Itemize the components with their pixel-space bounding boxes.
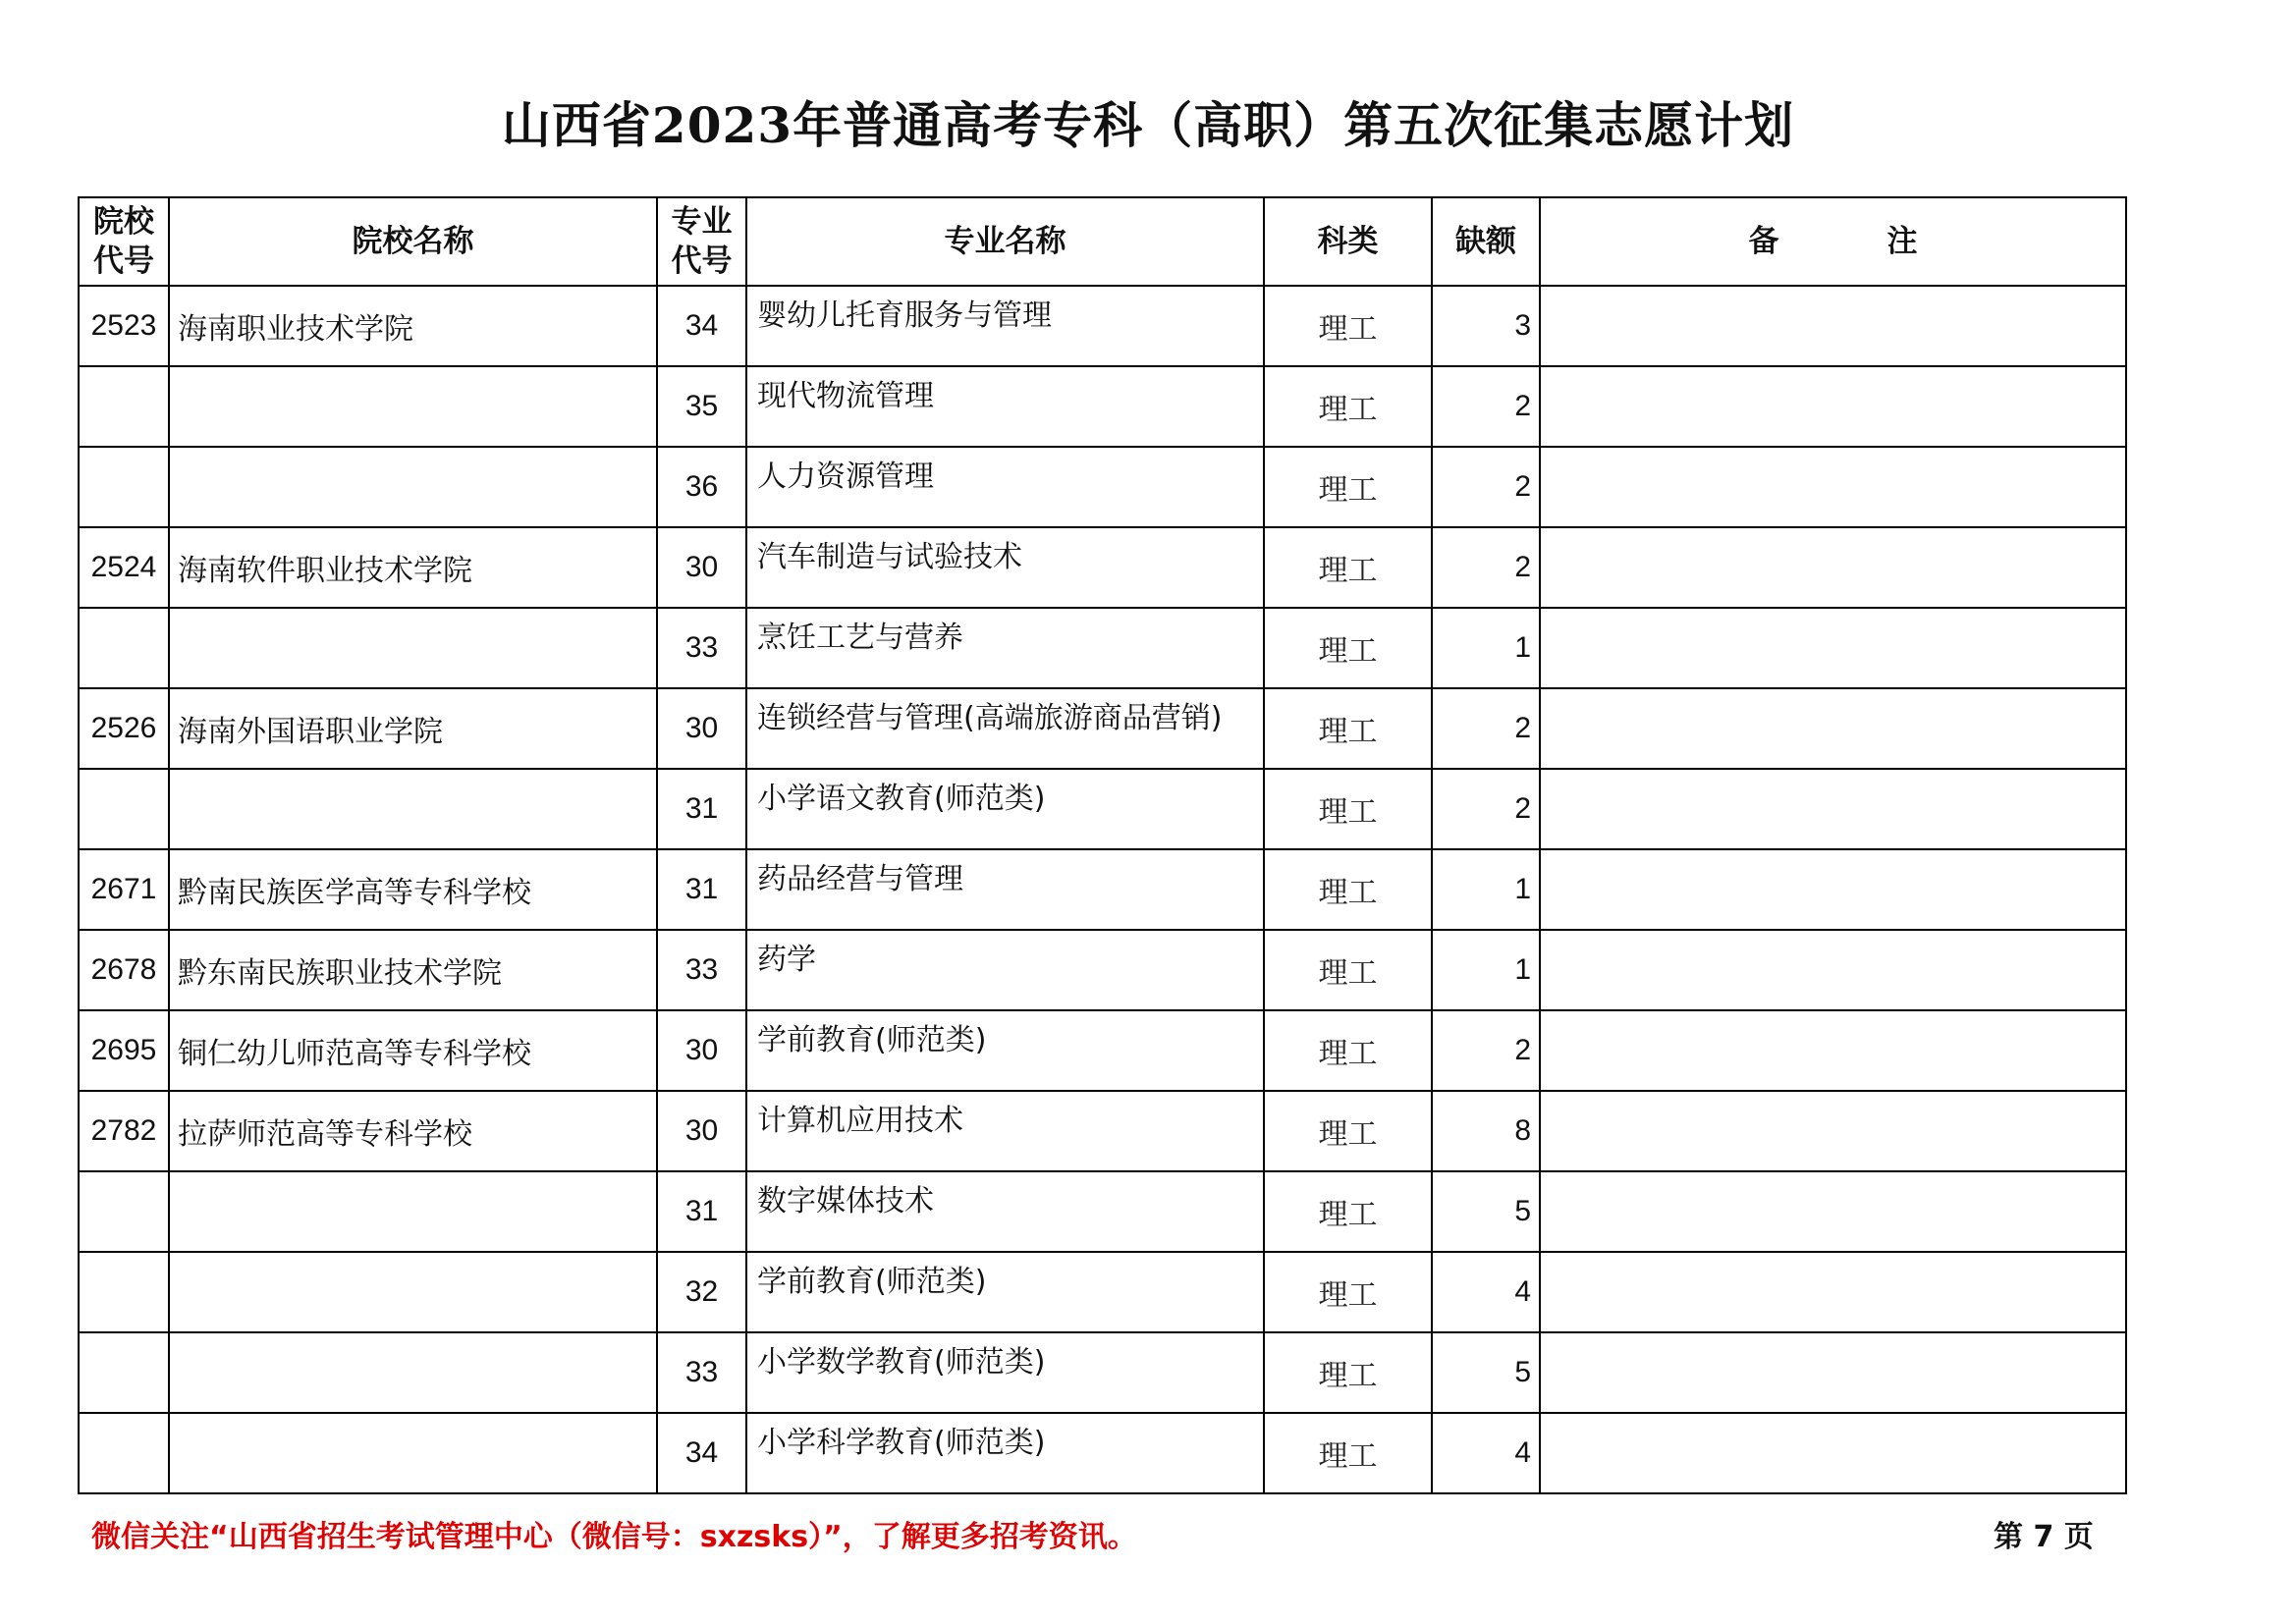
school-code-cell: 2524 bbox=[79, 527, 169, 608]
major-code-cell: 34 bbox=[657, 286, 746, 366]
remark-cell bbox=[1540, 527, 2126, 608]
school-code-cell: 2678 bbox=[79, 930, 169, 1010]
major-name-cell: 小学语文教育(师范类) bbox=[746, 769, 1264, 849]
remark-cell bbox=[1540, 1010, 2126, 1091]
table-row bbox=[79, 688, 2126, 769]
major-name-cell: 小学数学教育(师范类) bbox=[746, 1332, 1264, 1413]
category-cell: 理工 bbox=[1264, 849, 1432, 930]
school-code-cell bbox=[79, 608, 169, 688]
table-row bbox=[79, 608, 2126, 688]
table-row bbox=[79, 849, 2126, 930]
major-code-cell: 34 bbox=[657, 1413, 746, 1493]
header-school-code-line2: 代号 bbox=[93, 243, 154, 279]
school-code-cell bbox=[79, 1332, 169, 1413]
quota-cell: 4 bbox=[1432, 1252, 1540, 1332]
school-code-cell: 2782 bbox=[79, 1091, 169, 1171]
header-school-code-line1: 院校 bbox=[93, 204, 154, 240]
table-row bbox=[79, 930, 2126, 1010]
major-code-cell: 30 bbox=[657, 688, 746, 769]
school-name-cell bbox=[169, 769, 657, 849]
category-cell: 理工 bbox=[1264, 286, 1432, 366]
category-cell: 理工 bbox=[1264, 527, 1432, 608]
category-cell: 理工 bbox=[1264, 447, 1432, 527]
table-header-row bbox=[79, 197, 2126, 286]
school-name-cell: 铜仁幼儿师范高等专科学校 bbox=[169, 1010, 657, 1091]
school-code-cell bbox=[79, 366, 169, 447]
school-code-cell bbox=[79, 1252, 169, 1332]
category-cell: 理工 bbox=[1264, 366, 1432, 447]
remark-cell bbox=[1540, 849, 2126, 930]
major-name-cell: 小学科学教育(师范类) bbox=[746, 1413, 1264, 1493]
header-category: 科类 bbox=[1264, 197, 1432, 286]
header-major-name: 专业名称 bbox=[746, 197, 1264, 286]
school-name-cell: 海南软件职业技术学院 bbox=[169, 527, 657, 608]
table-row bbox=[79, 286, 2126, 366]
major-code-cell: 31 bbox=[657, 849, 746, 930]
school-code-cell: 2526 bbox=[79, 688, 169, 769]
school-code-cell: 2671 bbox=[79, 849, 169, 930]
major-code-cell: 33 bbox=[657, 930, 746, 1010]
quota-cell: 2 bbox=[1432, 447, 1540, 527]
remark-cell bbox=[1540, 1252, 2126, 1332]
school-code-cell bbox=[79, 1413, 169, 1493]
quota-cell: 2 bbox=[1432, 769, 1540, 849]
category-cell: 理工 bbox=[1264, 930, 1432, 1010]
header-remark-char1: 备 bbox=[1748, 224, 1779, 259]
school-code-cell: 2695 bbox=[79, 1010, 169, 1091]
school-code-cell bbox=[79, 769, 169, 849]
major-name-cell: 现代物流管理 bbox=[746, 366, 1264, 447]
remark-cell bbox=[1540, 286, 2126, 366]
header-major-code-line1: 专业 bbox=[671, 204, 733, 240]
header-major-code-line2: 代号 bbox=[671, 243, 733, 279]
major-name-cell: 药学 bbox=[746, 930, 1264, 1010]
header-remark-char2: 注 bbox=[1886, 224, 1918, 259]
major-code-cell: 30 bbox=[657, 527, 746, 608]
school-name-cell: 海南职业技术学院 bbox=[169, 286, 657, 366]
category-cell: 理工 bbox=[1264, 608, 1432, 688]
remark-cell bbox=[1540, 688, 2126, 769]
school-name-cell: 黔东南民族职业技术学院 bbox=[169, 930, 657, 1010]
category-cell: 理工 bbox=[1264, 1010, 1432, 1091]
quota-cell: 2 bbox=[1432, 366, 1540, 447]
category-cell: 理工 bbox=[1264, 1091, 1432, 1171]
header-quota: 缺额 bbox=[1432, 197, 1540, 286]
major-name-cell: 学前教育(师范类) bbox=[746, 1252, 1264, 1332]
major-name-cell: 连锁经营与管理(高端旅游商品营销) bbox=[746, 688, 1264, 769]
major-code-cell: 31 bbox=[657, 1171, 746, 1252]
table-row bbox=[79, 1332, 2126, 1413]
category-cell: 理工 bbox=[1264, 769, 1432, 849]
quota-cell: 1 bbox=[1432, 849, 1540, 930]
header-remark bbox=[1540, 197, 2126, 286]
major-name-cell: 药品经营与管理 bbox=[746, 849, 1264, 930]
school-name-cell bbox=[169, 1332, 657, 1413]
table-row bbox=[79, 1091, 2126, 1171]
major-code-cell: 33 bbox=[657, 608, 746, 688]
quota-cell: 3 bbox=[1432, 286, 1540, 366]
quota-cell: 5 bbox=[1432, 1171, 1540, 1252]
major-code-cell: 33 bbox=[657, 1332, 746, 1413]
major-code-cell: 31 bbox=[657, 769, 746, 849]
table-row bbox=[79, 527, 2126, 608]
table-row bbox=[79, 1010, 2126, 1091]
category-cell: 理工 bbox=[1264, 1332, 1432, 1413]
major-code-cell: 30 bbox=[657, 1091, 746, 1171]
table-row bbox=[79, 1171, 2126, 1252]
school-code-cell bbox=[79, 1171, 169, 1252]
remark-cell bbox=[1540, 366, 2126, 447]
major-code-cell: 35 bbox=[657, 366, 746, 447]
quota-cell: 5 bbox=[1432, 1332, 1540, 1413]
category-cell: 理工 bbox=[1264, 1413, 1432, 1493]
school-name-cell: 拉萨师范高等专科学校 bbox=[169, 1091, 657, 1171]
category-cell: 理工 bbox=[1264, 1171, 1432, 1252]
table-row bbox=[79, 1252, 2126, 1332]
quota-cell: 4 bbox=[1432, 1413, 1540, 1493]
table-row bbox=[79, 366, 2126, 447]
school-name-cell bbox=[169, 1171, 657, 1252]
major-name-cell: 婴幼儿托育服务与管理 bbox=[746, 286, 1264, 366]
major-name-cell: 数字媒体技术 bbox=[746, 1171, 1264, 1252]
page-number: 第 7 页 bbox=[1994, 1520, 2094, 1554]
quota-cell: 2 bbox=[1432, 527, 1540, 608]
enrollment-plan-table bbox=[78, 196, 2127, 1494]
quota-cell: 2 bbox=[1432, 1010, 1540, 1091]
table-row bbox=[79, 769, 2126, 849]
major-code-cell: 36 bbox=[657, 447, 746, 527]
remark-cell bbox=[1540, 769, 2126, 849]
school-name-cell bbox=[169, 366, 657, 447]
quota-cell: 1 bbox=[1432, 608, 1540, 688]
remark-cell bbox=[1540, 930, 2126, 1010]
school-code-cell: 2523 bbox=[79, 286, 169, 366]
major-name-cell: 人力资源管理 bbox=[746, 447, 1264, 527]
category-cell: 理工 bbox=[1264, 1252, 1432, 1332]
header-school-name: 院校名称 bbox=[169, 197, 657, 286]
category-cell: 理工 bbox=[1264, 688, 1432, 769]
remark-cell bbox=[1540, 447, 2126, 527]
school-code-cell bbox=[79, 447, 169, 527]
school-name-cell: 黔南民族医学高等专科学校 bbox=[169, 849, 657, 930]
table-row bbox=[79, 447, 2126, 527]
footer-wechat-notice: 微信关注“山西省招生考试管理中心（微信号：sxzsks）”，了解更多招考资讯。 bbox=[91, 1520, 1137, 1554]
major-name-cell: 计算机应用技术 bbox=[746, 1091, 1264, 1171]
school-name-cell bbox=[169, 447, 657, 527]
school-name-cell bbox=[169, 608, 657, 688]
page-title: 山西省2023年普通高考专科（高职）第五次征集志愿计划 bbox=[501, 96, 1795, 154]
major-name-cell: 汽车制造与试验技术 bbox=[746, 527, 1264, 608]
major-code-cell: 30 bbox=[657, 1010, 746, 1091]
table-row bbox=[79, 1413, 2126, 1493]
quota-cell: 2 bbox=[1432, 688, 1540, 769]
remark-cell bbox=[1540, 1171, 2126, 1252]
school-name-cell: 海南外国语职业学院 bbox=[169, 688, 657, 769]
header-school-code bbox=[79, 197, 169, 286]
school-name-cell bbox=[169, 1252, 657, 1332]
remark-cell bbox=[1540, 1091, 2126, 1171]
school-name-cell bbox=[169, 1413, 657, 1493]
remark-cell bbox=[1540, 608, 2126, 688]
quota-cell: 1 bbox=[1432, 930, 1540, 1010]
major-name-cell: 学前教育(师范类) bbox=[746, 1010, 1264, 1091]
major-name-cell: 烹饪工艺与营养 bbox=[746, 608, 1264, 688]
header-major-code bbox=[657, 197, 746, 286]
quota-cell: 8 bbox=[1432, 1091, 1540, 1171]
remark-cell bbox=[1540, 1413, 2126, 1493]
major-code-cell: 32 bbox=[657, 1252, 746, 1332]
remark-cell bbox=[1540, 1332, 2126, 1413]
